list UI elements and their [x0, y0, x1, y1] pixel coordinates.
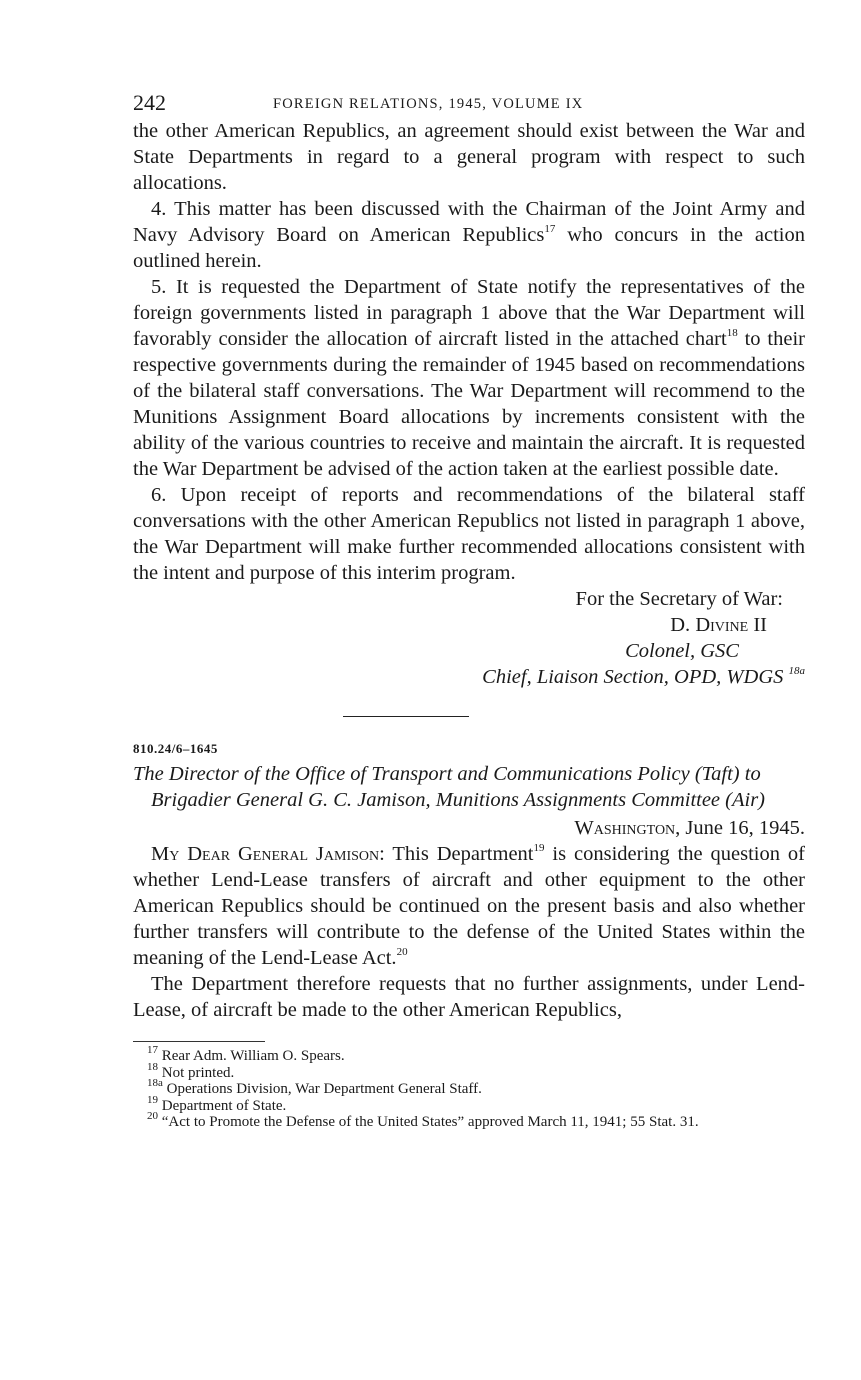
salutation: My Dear General Jamison [151, 843, 380, 865]
footnote-ref-20: 20 [396, 946, 408, 959]
footnote-ref-17: 17 [544, 223, 556, 236]
paragraph-continued: the other American Republics, an agreement should exist between the War and State Departments in regard to a general program with respect to such allocations. [133, 120, 805, 194]
footnote-rule [133, 1041, 265, 1042]
section-divider [343, 716, 469, 717]
footnote-17: $^{17}$ Rear Adm. William O. Spears. [147, 1044, 345, 1064]
footnotes [133, 1044, 805, 1131]
page-header [133, 88, 805, 118]
letter-paragraph-1: My Dear General Jamison: This Department$^{19}$ is considering the question of whether Lend-Lease transfers of aircraft and other equipment to the other American Republics should be continued on the present basis and also whether further transfers will contribute to the defense of the United States within the meaning of the Lend-Lease Act.$^{20}$ [133, 842, 805, 969]
memo-body [133, 118, 805, 586]
footnote-18: $^{18}$ Not printed. [147, 1060, 235, 1081]
signature-line: For the Secretary of War: [575, 588, 783, 610]
footnote-ref-18a: 18a [788, 665, 805, 678]
paragraph-4: 4. This matter has been discussed with the Chairman of the Joint Army and Navy Advisory Board on American Republics$^{17}$ who concurs in the action outlined herein. [133, 198, 805, 272]
signature-name: D. Divine II [670, 614, 767, 636]
letter-paragraph-2: The Department therefore requests that no further assignments, under Lend-Lease, of aircraft be made to the other American Republics, [133, 973, 805, 1021]
footnote-18a: $^{18a}$ Operations Division, War Department General Staff. [147, 1077, 482, 1097]
document-page [133, 88, 805, 1131]
letter-body [133, 841, 805, 1023]
footnote-20: $^{20}$ “Act to Promote the Defense of the United States” approved March 11, 1941; 55 Stat. 31. [147, 1110, 699, 1130]
paragraph-6: 6. Upon receipt of reports and recommendations of the bilateral staff conversations with the other American Republics not listed in paragraph 1 above, the War Department will make further recommended allocations consistent with the intent and purpose of this interim program. [133, 484, 805, 584]
signature-block [133, 586, 805, 690]
footnote-19: $^{19}$ Department of State. [147, 1093, 287, 1114]
file-number: 810.24/6–1645 [133, 741, 218, 756]
footnote-ref-19: 19 [533, 842, 545, 855]
paragraph-5: 5. It is requested the Department of State notify the representatives of the foreign governments listed in paragraph 1 above that the War Department will favorably consider the allocation of aircraft listed in the attached chart$^{18}$ to their respective governments during the remainder of 1945 based on recommendations of the bilateral staff conversations. The War Department will recommend to the Munitions Assignment Board allocations by increments consistent with the ability of the various countries to receive and maintain the aircraft. It is requested the War Department be advised of the action taken at the earliest possible date. [133, 276, 805, 480]
signature-title: Chief, Liaison Section, OPD, WDGS $^{18a}$ [482, 665, 805, 688]
page-number: 242 [133, 90, 166, 115]
footnote-ref-18: 18 [726, 327, 738, 340]
document-title: The Director of the Office of Transport and Communications Policy (Taft) to Brigadier General G. C. Jamison, Munitions Assignments Committee (Air) [133, 763, 766, 811]
signature-rank: Colonel, GSC [625, 640, 739, 662]
dateline: Washington, June 16, 1945. [574, 817, 805, 839]
running-head: FOREIGN RELATIONS, 1945, VOLUME IX [273, 96, 584, 112]
